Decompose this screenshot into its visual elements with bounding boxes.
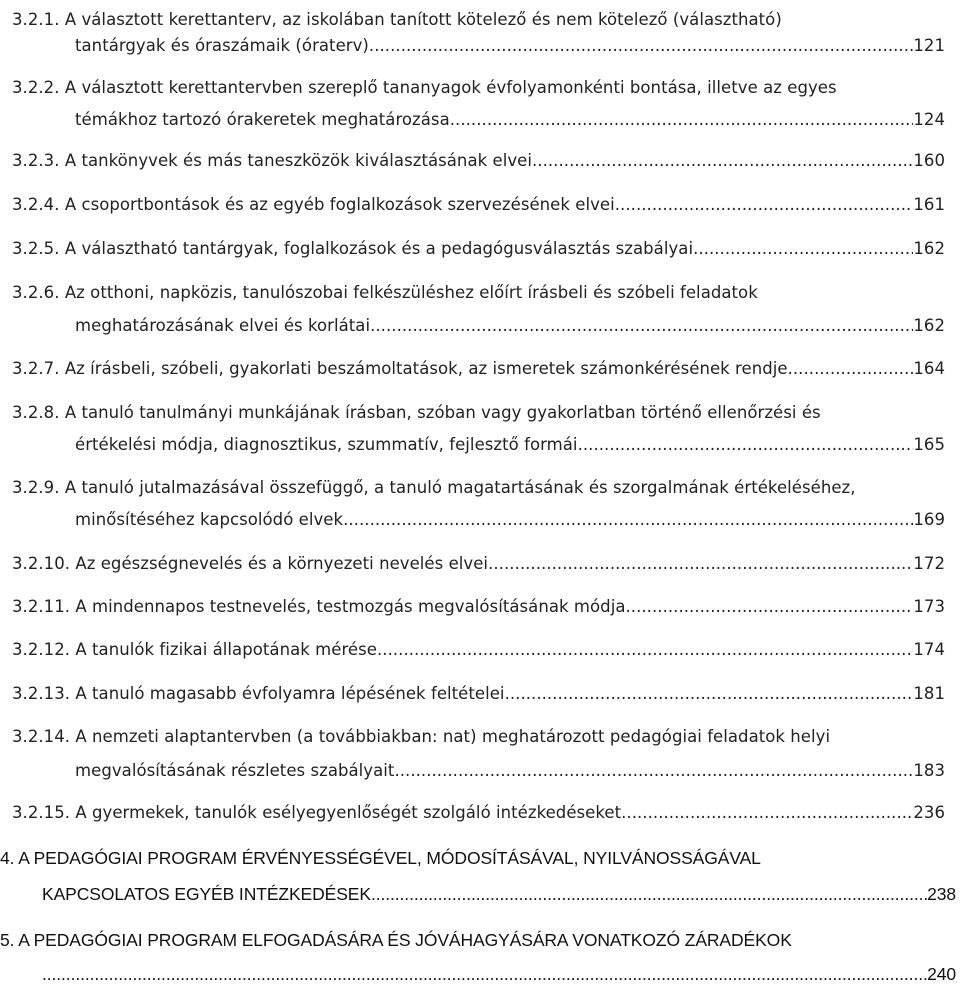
toc-leader-dots bbox=[532, 150, 913, 172]
toc-entry-title-continued: minősítéséhez kapcsolódó elvek bbox=[75, 510, 344, 529]
toc-leader-dots bbox=[343, 509, 913, 531]
toc-entry-3-2-12[interactable] bbox=[12, 639, 945, 661]
toc-page-number: 121 bbox=[913, 36, 945, 55]
toc-entry-title: A választott kerettanterv, az iskolában tanított kötelező és nem kötelező (választható) bbox=[64, 10, 782, 29]
toc-page-number: 183 bbox=[913, 761, 945, 780]
toc-section-4[interactable] bbox=[0, 847, 761, 869]
toc-entry-title-continued: meghatározásának elvei és korlátai bbox=[75, 316, 371, 335]
toc-page-number: 173 bbox=[913, 597, 945, 616]
toc-leader-dots bbox=[377, 639, 913, 661]
toc-page-number: 160 bbox=[913, 151, 945, 170]
toc-entry-3-2-6-continued[interactable] bbox=[75, 315, 945, 337]
toc-page-number: 161 bbox=[913, 195, 945, 214]
toc-page-number: 169 bbox=[913, 510, 945, 529]
toc-entry-3-2-8-continued[interactable] bbox=[75, 434, 945, 456]
toc-entry-number: 3.2.5. bbox=[12, 239, 60, 258]
toc-leader-dots bbox=[42, 963, 927, 985]
toc-entry-3-2-2[interactable] bbox=[12, 77, 837, 99]
toc-entry-title: Az írásbeli, szóbeli, gyakorlati beszámoltatások, az ismeretek számonkérésének rendje bbox=[64, 359, 788, 378]
toc-page-number: 238 bbox=[927, 884, 956, 904]
toc-entry-number: 3.2.10. bbox=[12, 554, 71, 573]
toc-page-number: 164 bbox=[913, 359, 945, 378]
toc-page-number: 181 bbox=[913, 684, 945, 703]
toc-section-title-continued: KAPCSOLATOS EGYÉB INTÉZKEDÉSEK bbox=[42, 884, 371, 904]
toc-entry-number: 3.2.13. bbox=[12, 684, 71, 703]
toc-entry-3-2-2-continued[interactable] bbox=[75, 109, 945, 131]
toc-leader-dots bbox=[450, 109, 914, 131]
toc-section-5[interactable] bbox=[0, 929, 792, 951]
toc-entry-title: A választott kerettantervben szereplő tananyagok évfolyamonkénti bontása, illetve az egyes bbox=[64, 78, 837, 97]
toc-entry-3-2-5[interactable] bbox=[12, 238, 945, 260]
toc-page-number: 162 bbox=[913, 239, 945, 258]
toc-entry-3-2-9[interactable] bbox=[12, 477, 856, 499]
toc-entry-title: A nemzeti alaptantervben (a továbbiakban: nat) meghatározott pedagógiai feladatok helyi bbox=[75, 727, 831, 746]
toc-leader-dots bbox=[693, 238, 913, 260]
toc-entry-title: A tanuló jutalmazásával összefüggő, a tanuló magatartásának és szorgalmának értékeléséhez, bbox=[64, 478, 856, 497]
toc-leader-dots bbox=[488, 553, 913, 575]
toc-section-5-continued[interactable] bbox=[42, 963, 956, 985]
toc-entry-3-2-4[interactable] bbox=[12, 194, 945, 216]
toc-entry-number: 3.2.4. bbox=[12, 195, 60, 214]
toc-leader-dots bbox=[621, 802, 913, 824]
toc-leader-dots bbox=[615, 194, 914, 216]
toc-entry-number: 3.2.11. bbox=[12, 597, 71, 616]
toc-leader-dots bbox=[578, 434, 914, 456]
toc-entry-number: 3.2.9. bbox=[12, 478, 60, 497]
toc-entry-number: 3.2.1. bbox=[12, 10, 60, 29]
toc-leader-dots bbox=[505, 683, 914, 705]
toc-entry-title-continued: értékelési módja, diagnosztikus, szummatív, fejlesztő formái bbox=[75, 435, 578, 454]
toc-entry-3-2-1-continued[interactable] bbox=[75, 35, 945, 57]
toc-entry-3-2-11[interactable] bbox=[12, 596, 945, 618]
toc-entry-3-2-8[interactable] bbox=[12, 402, 821, 424]
toc-section-title: A PEDAGÓGIAI PROGRAM ELFOGADÁSÁRA ÉS JÓVÁHAGYÁSÁRA VONATKOZÓ ZÁRADÉKOK bbox=[18, 930, 792, 950]
toc-page-number: 165 bbox=[913, 435, 945, 454]
toc-section-number: 5. bbox=[0, 930, 15, 950]
toc-entry-title: A gyermekek, tanulók esélyegyenlőségét szolgáló intézkedéseket bbox=[75, 803, 622, 822]
toc-entry-title: A mindennapos testnevelés, testmozgás megvalósításának módja bbox=[75, 597, 626, 616]
toc-page-number: 162 bbox=[913, 316, 945, 335]
toc-page-number: 236 bbox=[913, 803, 945, 822]
toc-leader-dots bbox=[788, 358, 914, 380]
toc-leader-dots bbox=[369, 35, 913, 57]
toc-page-number: 172 bbox=[913, 554, 945, 573]
toc-leader-dots bbox=[626, 596, 914, 618]
toc-leader-dots bbox=[394, 760, 913, 782]
toc-entry-title: A választható tantárgyak, foglalkozások és a pedagógusválasztás szabályai bbox=[64, 239, 694, 258]
toc-entry-3-2-13[interactable] bbox=[12, 683, 945, 705]
toc-entry-title-continued: megvalósításának részletes szabályait bbox=[75, 761, 395, 780]
toc-entry-title: A tanulók fizikai állapotának mérése bbox=[75, 640, 377, 659]
toc-section-number: 4. bbox=[0, 848, 15, 868]
toc-page-number: 124 bbox=[913, 110, 945, 129]
toc-entry-3-2-15[interactable] bbox=[12, 802, 945, 824]
toc-entry-number: 3.2.7. bbox=[12, 359, 60, 378]
toc-entry-3-2-7[interactable] bbox=[12, 358, 945, 380]
toc-entry-title: A tankönyvek és más taneszközök kiválasztásának elvei bbox=[64, 151, 532, 170]
toc-entry-3-2-9-continued[interactable] bbox=[75, 509, 945, 531]
toc-entry-number: 3.2.15. bbox=[12, 803, 71, 822]
toc-entry-3-2-6[interactable] bbox=[12, 282, 758, 304]
toc-entry-number: 3.2.12. bbox=[12, 640, 71, 659]
toc-entry-3-2-14[interactable] bbox=[12, 726, 830, 748]
toc-entry-number: 3.2.2. bbox=[12, 78, 60, 97]
toc-section-title: A PEDAGÓGIAI PROGRAM ÉRVÉNYESSÉGÉVEL, MÓDOSÍTÁSÁVAL, NYILVÁNOSSÁGÁVAL bbox=[18, 848, 761, 868]
toc-entry-title: A tanuló tanulmányi munkájának írásban, szóban vagy gyakorlatban történő ellenőrzési és bbox=[64, 403, 821, 422]
toc-section-4-continued[interactable] bbox=[42, 883, 956, 905]
toc-entry-number: 3.2.3. bbox=[12, 151, 60, 170]
toc-leader-dots bbox=[370, 315, 913, 337]
toc-entry-title: Az otthoni, napközis, tanulószobai felkészüléshez előírt írásbeli és szóbeli feladatok bbox=[64, 283, 758, 302]
toc-entry-title-continued: tantárgyak és óraszámaik (óraterv) bbox=[75, 36, 369, 55]
toc-leader-dots bbox=[371, 883, 927, 905]
toc-entry-title-continued: témákhoz tartozó órakeretek meghatározása bbox=[75, 110, 450, 129]
toc-entry-3-2-14-continued[interactable] bbox=[75, 760, 945, 782]
toc-entry-number: 3.2.8. bbox=[12, 403, 60, 422]
toc-entry-3-2-3[interactable] bbox=[12, 150, 945, 172]
toc-entry-title: A csoportbontások és az egyéb foglalkozások szervezésének elvei bbox=[64, 195, 615, 214]
toc-page-number: 174 bbox=[913, 640, 945, 659]
toc-entry-number: 3.2.14. bbox=[12, 727, 71, 746]
toc-entry-3-2-1[interactable] bbox=[12, 9, 782, 31]
toc-entry-title: Az egészségnevelés és a környezeti nevelés elvei bbox=[75, 554, 489, 573]
toc-entry-title: A tanuló magasabb évfolyamra lépésének feltételei bbox=[75, 684, 505, 703]
toc-entry-number: 3.2.6. bbox=[12, 283, 60, 302]
toc-entry-3-2-10[interactable] bbox=[12, 553, 945, 575]
toc-page-number: 240 bbox=[927, 964, 956, 984]
